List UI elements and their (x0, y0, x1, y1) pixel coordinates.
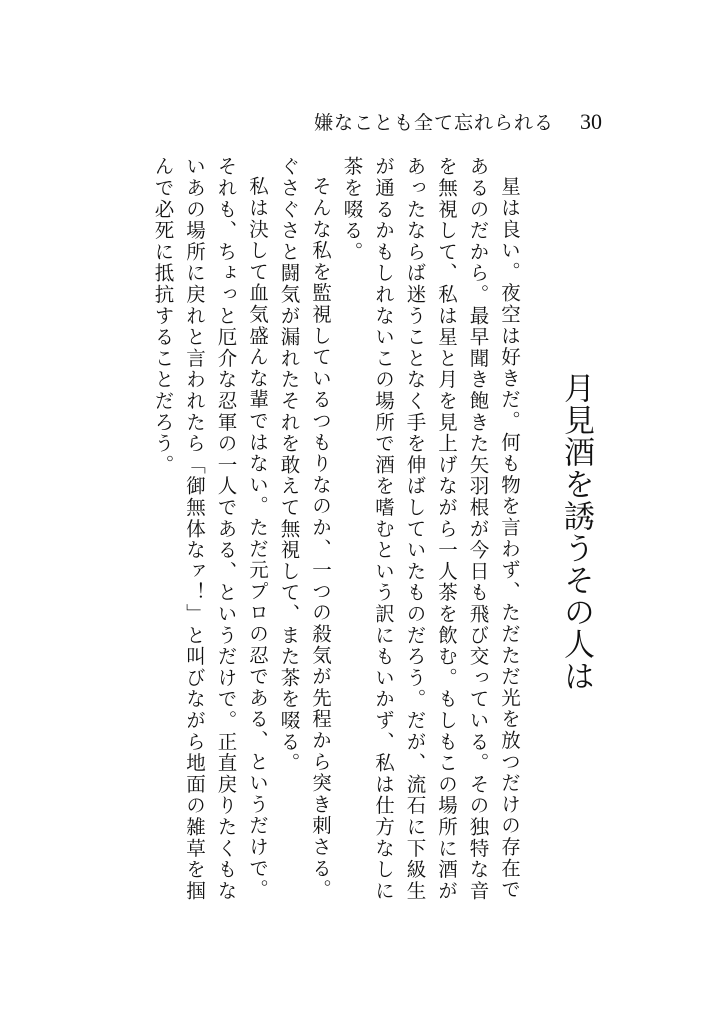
running-header (314, 108, 602, 135)
paragraph-1: 星は良い。夜空は好きだ。何も物を言わず、ただただ光を放つだけの存在であるのだから。最早聞き飽きた矢羽根が今日も飛び交っている。その独特な音を無視して、私は星と月を見上げながら一人茶を飲む。もしもこの場所に酒があったならば迷うことなく手を伸ばしていたものだろう。だが、流石に下級生が通るかもしれないこの場所で酒を嗜むという訳にもいかず、私は仕方なしに茶を啜る。 (340, 156, 521, 902)
running-title: 嫌なことも全て忘れられる (313, 112, 554, 134)
page-number: 30 (580, 109, 602, 134)
chapter-title: 月見酒を誘うその人は (558, 372, 594, 692)
paragraph-3: 私は決して血気盛んな輩ではない。ただ元プロの忍である、というだけで。それも、ちょっと厄介な忍軍の一人である、というだけで。正直戻りたくもないあの場所に戻れと言われたら「御無体なァ！」と叫びながら地面の雑草を掴んで必死に抵抗することだろう。 (151, 156, 269, 902)
paragraph-2: そんな私を監視しているつもりなのか、一つの殺気が先程から突き刺さる。ぐさぐさと闘気が漏れたそれを敢えて無視して、また茶を啜る。 (277, 156, 332, 900)
body-text (151, 156, 525, 906)
